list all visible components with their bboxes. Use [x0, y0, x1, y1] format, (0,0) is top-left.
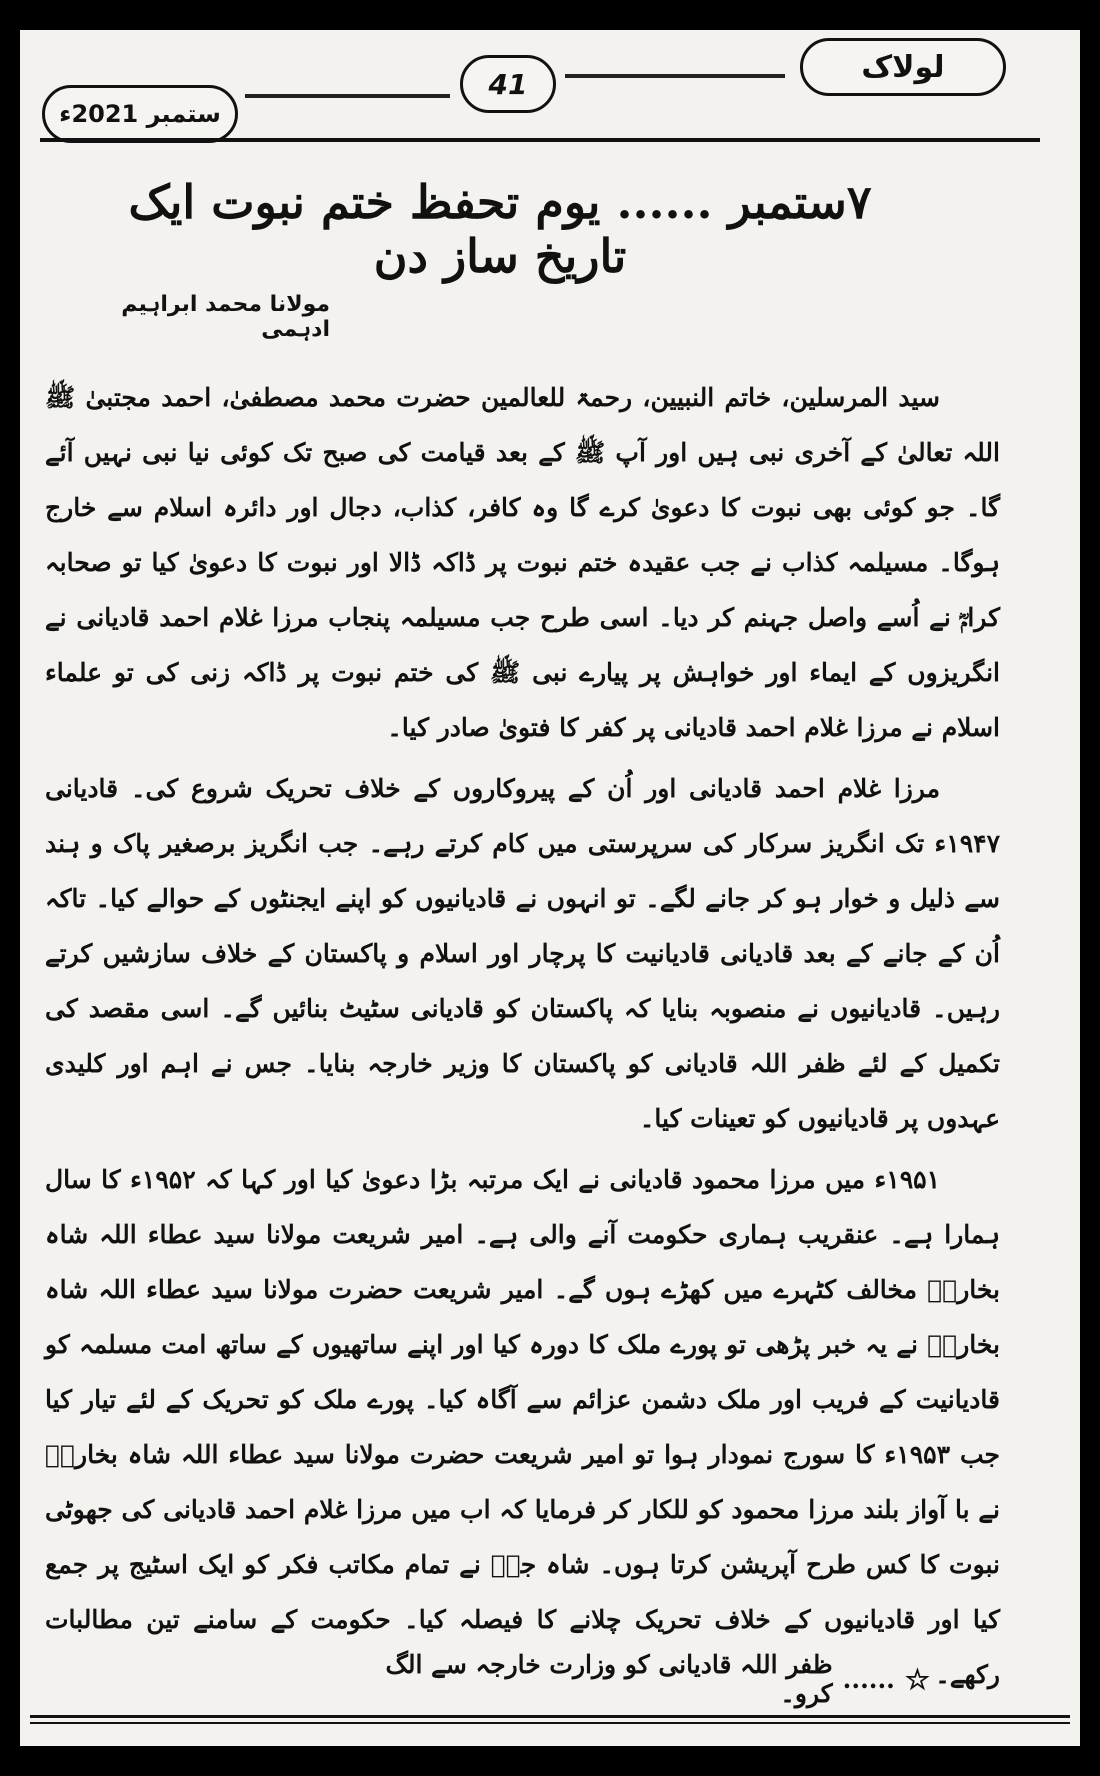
demand-prefix: ...... — [842, 1664, 895, 1694]
magazine-name-badge — [800, 38, 1006, 96]
page-number-badge — [460, 55, 556, 113]
footer-rule-secondary — [30, 1722, 1070, 1724]
header-ornament-left — [245, 94, 450, 98]
header-ornament-right — [565, 74, 785, 78]
page-number: 41 — [488, 67, 528, 101]
issue-date-badge — [42, 85, 238, 143]
demand-item — [350, 1650, 930, 1708]
article-title: ۷ستمبر ...... یوم تحفظ ختم نبوت ایک تاریخ ساز دن — [128, 175, 872, 283]
paragraph-3: ۱۹۵۱ء میں مرزا محمود قادیانی نے ایک مرتبہ بڑا دعویٰ کیا اور کہا کہ ۱۹۵۲ء کا سال ہمارا ہے۔ عنقریب ہماری حکومت آنے والی ہے۔ امیر شریعت مولانا سید عطاء اللہ شاہ بخاریؒ مخالف کٹہرے میں کھڑے ہوں گے۔ امیر شریعت حضرت مولانا سید عطاء اللہ شاہ بخاریؒ نے یہ خبر پڑھی تو پورے ملک کا دورہ کیا اور اپنے ساتھیوں کے ساتھ امت مسلمہ کو قادیانیت کے فریب اور ملک دشمن عزائم سے آگاہ کیا۔ پورے ملک کو تحریک کے لئے تیار کیا جب ۱۹۵۳ء کا سورج نمودار ہوا تو امیر شریعت حضرت مولانا سید عطاء اللہ شاہ بخاریؒ نے با آواز بلند مرزا محمود کو للکار کر فرمایا کہ اب میں مرزا غلام احمد قادیانی کی جھوٹی نبوت کا کس طرح آپریشن کرتا ہوں۔ شاہ جیؒ نے تمام مکاتب فکر کو ایک اسٹیج پر جمع کیا اور قادیانیوں کے خلاف تحریک چلانے کا فیصلہ کیا۔ حکومت کے سامنے تین مطالبات رکھے۔ — [45, 1165, 1000, 1689]
demand-text: ظفر اللہ قادیانی کو وزارت خارجہ سے الگ کرو۔ — [385, 1650, 833, 1708]
magazine-name: لولاک — [861, 49, 945, 85]
article-author: مولانا محمد ابراہیم ادہمی — [121, 292, 330, 342]
magazine-page — [20, 30, 1080, 1746]
article-body — [45, 370, 1000, 1708]
header-rule — [40, 138, 1040, 142]
paragraph-1: سید المرسلین، خاتم النبیین، رحمۃ للعالمین حضرت محمد مصطفیٰ، احمد مجتبیٰ ﷺ اللہ تعالیٰ کے آخری نبی ہیں اور آپ ﷺ کے بعد قیامت کی صبح تک کوئی نیا نبی نہیں آئے گا۔ جو کوئی بھی نبوت کا دعویٰ کرے گا وہ کافر، کذاب، دجال اور دائرہ اسلام سے خارج ہوگا۔ مسیلمہ کذاب نے جب عقیدہ ختم نبوت پر ڈاکہ ڈالا اور نبوت کا دعویٰ کیا تو صحابہ کرامؓ نے اُسے واصل جہنم کر دیا۔ اسی طرح جب مسیلمہ پنجاب مرزا غلام احمد قادیانی نے انگریزوں کے ایماء اور خواہش پر پیارے نبی ﷺ کی ختم نبوت پر ڈاکہ زنی کی تو علماء اسلام نے مرزا غلام احمد قادیانی پر کفر کا فتویٰ صادر کیا۔ — [45, 383, 1000, 742]
star-bullet-icon: ☆ — [904, 1662, 930, 1696]
footer-rule — [30, 1715, 1070, 1718]
issue-date: ستمبر 2021ء — [59, 100, 221, 128]
paragraph-2: مرزا غلام احمد قادیانی اور اُن کے پیروکاروں کے خلاف تحریک شروع کی۔ قادیانی ۱۹۴۷ء تک انگریز سرکار کی سرپرستی میں کام کرتے رہے۔ جب انگریز برصغیر پاک و ہند سے ذلیل و خوار ہو کر جانے لگے۔ تو انہوں نے قادیانیوں کو اپنے ایجنٹوں کے حوالے کیا۔ تاکہ اُن کے جانے کے بعد قادیانی قادیانیت کا پرچار اور اسلام و پاکستان کے خلاف سازشیں کرتے رہیں۔ قادیانیوں نے منصوبہ بنایا کہ پاکستان کو قادیانی سٹیٹ بنائیں گے۔ اسی مقصد کی تکمیل کے لئے ظفر اللہ قادیانی کو پاکستان کا وزیر خارجہ بنایا۔ جس نے اہم اور کلیدی عہدوں پر قادیانیوں کو تعینات کیا۔ — [45, 774, 1000, 1133]
